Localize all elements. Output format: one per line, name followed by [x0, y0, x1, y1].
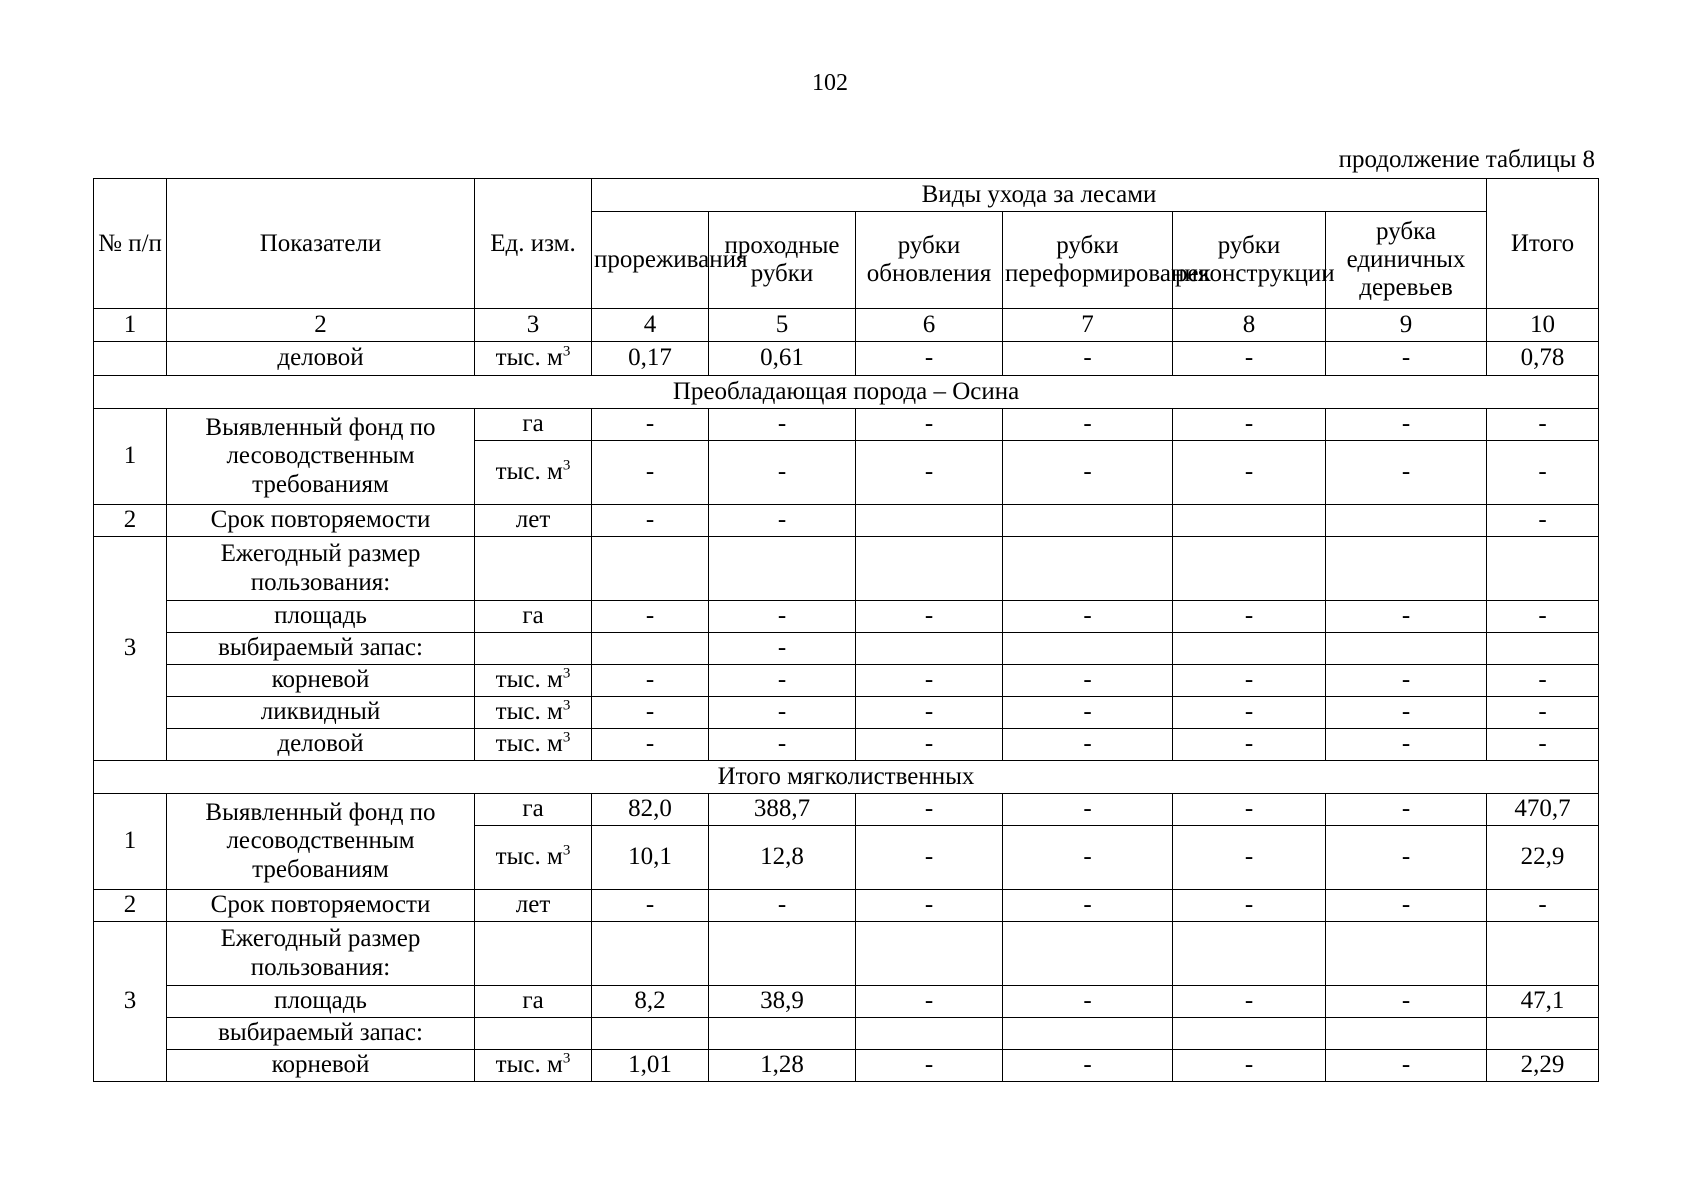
table-row [94, 665, 1599, 697]
value-cell [1003, 922, 1173, 986]
row-label: корневой [167, 665, 475, 697]
table-row [94, 1050, 1599, 1082]
header-no: № п/п [94, 179, 167, 309]
table-row [94, 505, 1599, 537]
value-cell: 470,7 [1487, 794, 1599, 826]
value-cell [1003, 633, 1173, 665]
header-type-reformation: рубки переформирования [1003, 212, 1173, 309]
value-cell: - [592, 890, 709, 922]
value-cell: - [1487, 729, 1599, 761]
value-cell: - [1173, 1050, 1326, 1082]
unit-cell: тыс. $м^3$ [475, 665, 592, 697]
value-cell: - [856, 601, 1003, 633]
value-cell: - [1326, 697, 1487, 729]
unit-cell: тыс. $м^3$ [475, 1050, 592, 1082]
value-cell [856, 1018, 1003, 1050]
value-cell: - [1487, 697, 1599, 729]
value-cell [1173, 505, 1326, 537]
value-cell [709, 1018, 856, 1050]
col-number: 5 [709, 309, 856, 342]
header-type-reconstruction: рубки реконструкции [1173, 212, 1326, 309]
unit-cell: тыс. $м^3$ [475, 826, 592, 890]
value-cell: - [856, 729, 1003, 761]
value-cell: - [1326, 601, 1487, 633]
table-row [94, 409, 1599, 441]
col-number: 9 [1326, 309, 1487, 342]
row-label: ликвидный [167, 697, 475, 729]
col-number: 3 [475, 309, 592, 342]
value-cell [1487, 633, 1599, 665]
row-no-cell: 3 [94, 922, 167, 1082]
unit-cell: тыс. $м^3$ [475, 697, 592, 729]
unit-cell: га [475, 794, 592, 826]
row-label: Срок повторяемости [167, 890, 475, 922]
value-cell [1173, 922, 1326, 986]
row-label: Ежегодный размер пользования: [167, 537, 475, 601]
header-type-passage: проходные рубки [709, 212, 856, 309]
value-cell [1487, 922, 1599, 986]
value-cell [1003, 505, 1173, 537]
table-row [94, 697, 1599, 729]
value-cell: 22,9 [1487, 826, 1599, 890]
value-cell: - [1326, 826, 1487, 890]
value-cell [1326, 633, 1487, 665]
value-cell [1487, 537, 1599, 601]
value-cell: - [1173, 697, 1326, 729]
table-row [94, 601, 1599, 633]
value-cell: 0,78 [1487, 342, 1599, 376]
value-cell: - [709, 890, 856, 922]
value-cell: - [1326, 794, 1487, 826]
value-cell: 0,61 [709, 342, 856, 376]
value-cell: 1,28 [709, 1050, 856, 1082]
value-cell: - [1173, 986, 1326, 1018]
value-cell: 2,29 [1487, 1050, 1599, 1082]
table-row [94, 890, 1599, 922]
value-cell: - [1326, 729, 1487, 761]
value-cell: - [856, 986, 1003, 1018]
value-cell: 10,1 [592, 826, 709, 890]
value-cell: - [592, 729, 709, 761]
forest-care-table [93, 178, 1599, 1082]
value-cell: - [1003, 342, 1173, 376]
value-cell: - [856, 697, 1003, 729]
value-cell: - [592, 601, 709, 633]
col-number: 7 [1003, 309, 1173, 342]
value-cell: - [709, 409, 856, 441]
value-cell [592, 633, 709, 665]
value-cell: 1,01 [592, 1050, 709, 1082]
value-cell: - [1003, 794, 1173, 826]
value-cell: - [1173, 729, 1326, 761]
unit-cell: тыс. $м^3$ [475, 441, 592, 505]
table-row [94, 922, 1599, 986]
col-number: 8 [1173, 309, 1326, 342]
row-no-cell: 2 [94, 890, 167, 922]
value-cell: - [709, 633, 856, 665]
value-cell [1173, 537, 1326, 601]
value-cell: - [1003, 665, 1173, 697]
value-cell: - [709, 697, 856, 729]
row-label: корневой [167, 1050, 475, 1082]
value-cell: - [1326, 409, 1487, 441]
value-cell [1003, 1018, 1173, 1050]
value-cell: - [1003, 697, 1173, 729]
value-cell [1487, 1018, 1599, 1050]
value-cell: - [1003, 441, 1173, 505]
col-number: 10 [1487, 309, 1599, 342]
value-cell: 8,2 [592, 986, 709, 1018]
value-cell: - [1326, 986, 1487, 1018]
value-cell: - [709, 729, 856, 761]
col-number: 2 [167, 309, 475, 342]
value-cell: - [1173, 826, 1326, 890]
row-label: Выявленный фонд по лесоводственным требованиям [167, 794, 475, 890]
header-type-renewal: рубки обновления [856, 212, 1003, 309]
value-cell: - [1003, 826, 1173, 890]
value-cell: - [709, 601, 856, 633]
value-cell: - [592, 697, 709, 729]
unit-cell: га [475, 986, 592, 1018]
unit-cell: тыс. $м^3$ [475, 729, 592, 761]
row-label: деловой [167, 342, 475, 376]
table-row [94, 729, 1599, 761]
value-cell [1326, 922, 1487, 986]
row-label: Ежегодный размер пользования: [167, 922, 475, 986]
value-cell: - [1173, 665, 1326, 697]
value-cell: - [592, 441, 709, 505]
row-no-cell: 3 [94, 537, 167, 761]
value-cell [1003, 537, 1173, 601]
value-cell: - [856, 890, 1003, 922]
value-cell: - [1487, 441, 1599, 505]
value-cell [856, 505, 1003, 537]
unit-cell [475, 537, 592, 601]
value-cell [1326, 1018, 1487, 1050]
unit-cell: лет [475, 890, 592, 922]
unit-cell: га [475, 601, 592, 633]
unit-cell [475, 1018, 592, 1050]
value-cell: - [1003, 601, 1173, 633]
header-unit: Ед. изм. [475, 179, 592, 309]
value-cell: - [856, 826, 1003, 890]
value-cell: - [1326, 890, 1487, 922]
value-cell [1173, 633, 1326, 665]
value-cell: 388,7 [709, 794, 856, 826]
value-cell [709, 922, 856, 986]
header-total: Итого [1487, 179, 1599, 309]
row-label: деловой [167, 729, 475, 761]
value-cell: - [709, 441, 856, 505]
header-type-single-trees: рубка единичных деревьев [1326, 212, 1487, 309]
value-cell: - [1487, 890, 1599, 922]
value-cell: - [1326, 665, 1487, 697]
value-cell: - [1173, 601, 1326, 633]
unit-cell [475, 922, 592, 986]
value-cell: - [1173, 409, 1326, 441]
value-cell: - [856, 1050, 1003, 1082]
value-cell: - [1173, 342, 1326, 376]
row-label: площадь [167, 986, 475, 1018]
value-cell: - [592, 409, 709, 441]
unit-cell: лет [475, 505, 592, 537]
table-row [94, 986, 1599, 1018]
value-cell: - [1173, 441, 1326, 505]
value-cell: - [1003, 409, 1173, 441]
header-indicator: Показатели [167, 179, 475, 309]
value-cell: - [1487, 409, 1599, 441]
value-cell: - [856, 409, 1003, 441]
value-cell: - [856, 441, 1003, 505]
value-cell: 47,1 [1487, 986, 1599, 1018]
value-cell: - [856, 794, 1003, 826]
row-no-cell: 1 [94, 409, 167, 505]
value-cell: - [856, 665, 1003, 697]
header-care-types: Виды ухода за лесами [592, 179, 1487, 212]
value-cell: - [1326, 1050, 1487, 1082]
value-cell [1173, 1018, 1326, 1050]
value-cell: - [1326, 342, 1487, 376]
unit-cell: га [475, 409, 592, 441]
col-number: 1 [94, 309, 167, 342]
value-cell: - [1003, 729, 1173, 761]
value-cell: - [1487, 665, 1599, 697]
value-cell [1326, 537, 1487, 601]
value-cell: - [1487, 601, 1599, 633]
value-cell [592, 1018, 709, 1050]
col-number: 6 [856, 309, 1003, 342]
header-type-thinning: прореживания [592, 212, 709, 309]
value-cell: 0,17 [592, 342, 709, 376]
page-number: 102 [812, 70, 848, 96]
value-cell [709, 537, 856, 601]
value-cell: - [592, 505, 709, 537]
value-cell: - [856, 342, 1003, 376]
section-heading-softwood-total: Итого мягколиственных [94, 761, 1599, 794]
value-cell: - [709, 665, 856, 697]
value-cell: - [1003, 986, 1173, 1018]
value-cell: - [1003, 890, 1173, 922]
table-row [94, 633, 1599, 665]
value-cell: 82,0 [592, 794, 709, 826]
value-cell: - [1487, 505, 1599, 537]
table-continuation-label: продолжение таблицы 8 [1338, 146, 1595, 173]
value-cell: 12,8 [709, 826, 856, 890]
row-no-cell: 1 [94, 794, 167, 890]
value-cell: 38,9 [709, 986, 856, 1018]
value-cell [856, 633, 1003, 665]
value-cell [592, 537, 709, 601]
col-number: 4 [592, 309, 709, 342]
unit-cell: тыс. $м^3$ [475, 342, 592, 376]
table-row [94, 1018, 1599, 1050]
row-label: площадь [167, 601, 475, 633]
unit-cell [475, 633, 592, 665]
value-cell [856, 537, 1003, 601]
value-cell [1326, 505, 1487, 537]
row-label: Срок повторяемости [167, 505, 475, 537]
value-cell: - [1003, 1050, 1173, 1082]
row-no-cell [94, 342, 167, 376]
table-row [94, 537, 1599, 601]
value-cell: - [1173, 890, 1326, 922]
value-cell: - [1326, 441, 1487, 505]
table-row [94, 794, 1599, 826]
row-label: Выявленный фонд по лесоводственным требованиям [167, 409, 475, 505]
value-cell: - [1173, 794, 1326, 826]
value-cell: - [709, 505, 856, 537]
value-cell [592, 922, 709, 986]
row-label: выбираемый запас: [167, 1018, 475, 1050]
value-cell [856, 922, 1003, 986]
value-cell: - [592, 665, 709, 697]
row-label: выбираемый запас: [167, 633, 475, 665]
section-heading-aspen: Преобладающая порода – Осина [94, 376, 1599, 409]
row-no-cell: 2 [94, 505, 167, 537]
table-row [94, 342, 1599, 376]
